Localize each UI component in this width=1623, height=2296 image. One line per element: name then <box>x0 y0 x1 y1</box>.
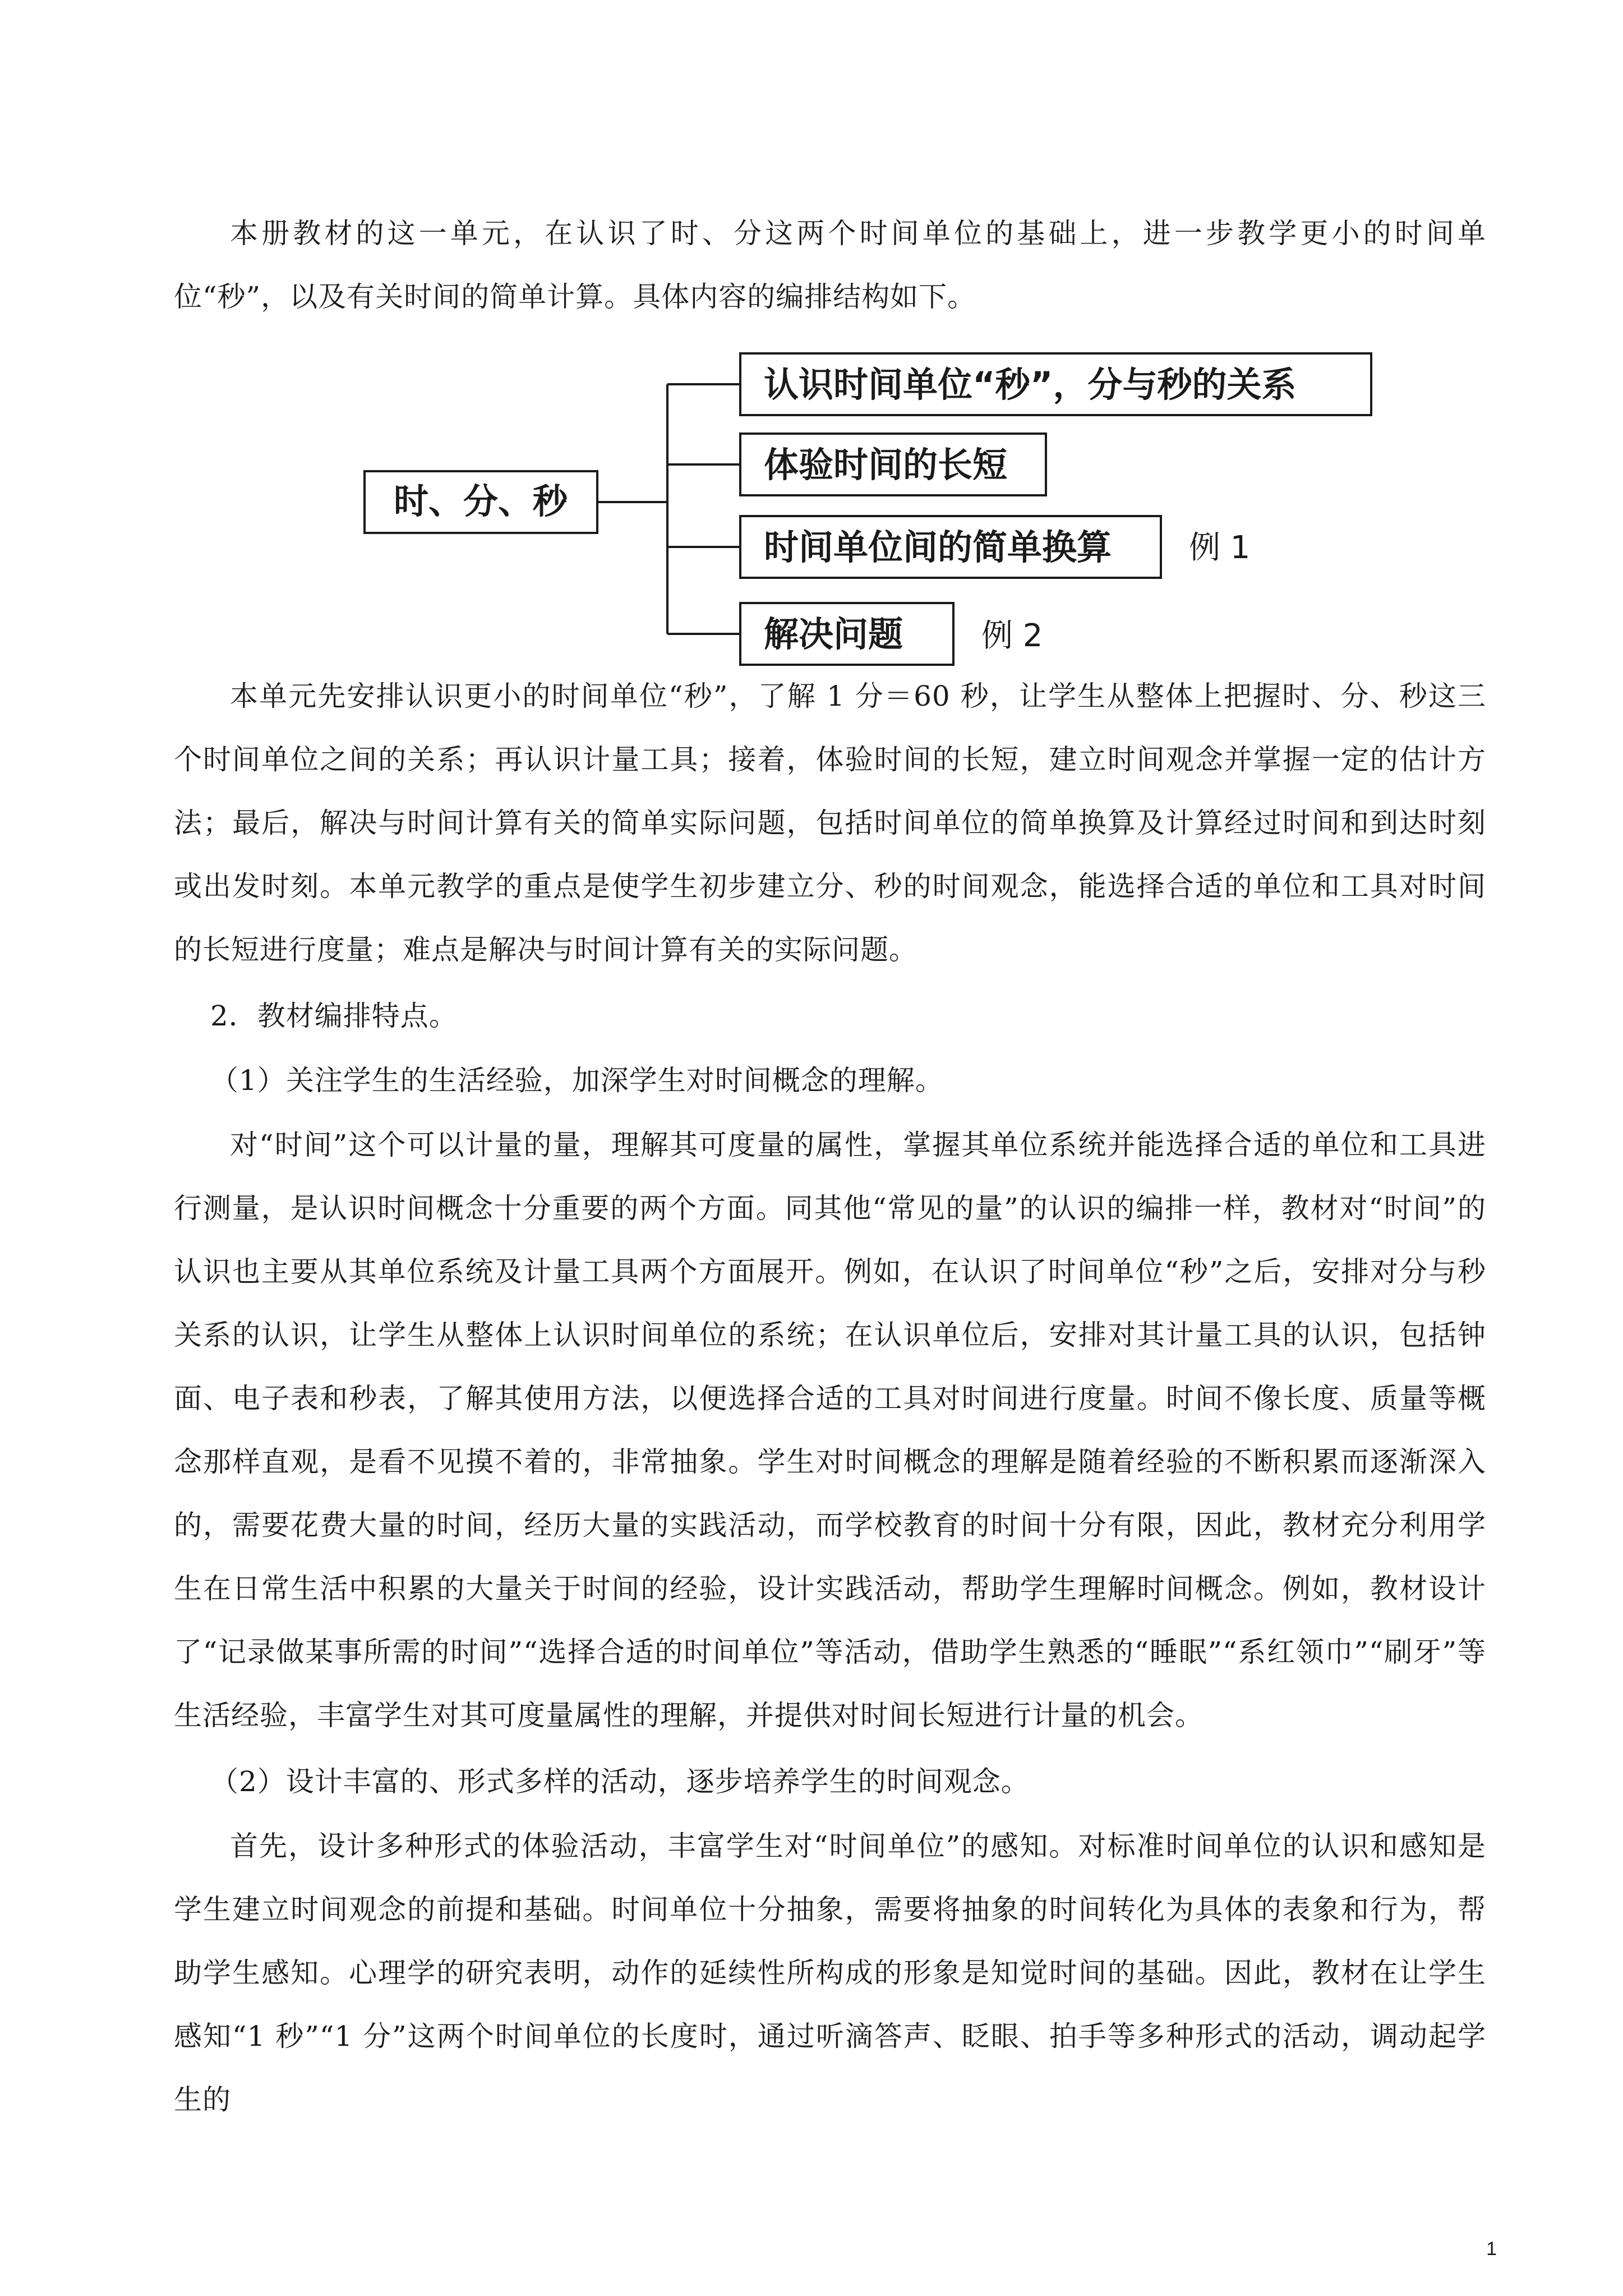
page-number: 1 <box>1486 2238 1497 2260</box>
branch-label-2: 体验时间的长短 <box>764 444 1008 485</box>
branch-label-1: 认识时间单位“秒”，分与秒的关系 <box>764 364 1297 405</box>
branch-example-3: 例 1 <box>1189 530 1251 566</box>
branch-example-4: 例 2 <box>981 618 1043 654</box>
subheading-1: （1）关注学生的生活经验，加深学生对时间概念的理解。 <box>210 1064 944 1097</box>
body-paragraph-1: 本单元先安排认识更小的时间单位“秒”，了解 1 分＝60 秒，让学生从整体上把握时、分、秒这三个时间单位之间的关系；再认识计量工具；接着，体验时间的长短，建立时间观念并掌握一定的估计方法；最后，解决与时间计算有关的简单实际问题，包括时间单位的简单换算及计算经过时间和到达时刻或出发时刻。本单元教学的重点是使学生初步建立分、秒的时间观念，能选择合适的单位和工具对时间的长短进行度量；难点是解决与时间计算有关的实际问题。 <box>174 680 1486 966</box>
body-paragraph-3: 首先，设计多种形式的体验活动，丰富学生对“时间单位”的感知。对标准时间单位的认识和感知是学生建立时间观念的前提和基础。时间单位十分抽象，需要将抽象的时间转化为具体的表象和行为，帮助学生感知。心理学的研究表明，动作的延续性所构成的形象是知觉时间的基础。因此，教材在让学生感知“1 秒”“1 分”这两个时间单位的长度时，通过听滴答声、眨眼、拍手等多种形式的活动，调动起学生的 <box>174 1830 1486 2116</box>
section-heading: 2．教材编排特点。 <box>210 1000 458 1032</box>
root-label: 时、分、秒 <box>393 481 568 522</box>
body-paragraph-2: 对“时间”这个可以计量的量，理解其可度量的属性，掌握其单位系统并能选择合适的单位和工具进行测量，是认识时间概念十分重要的两个方面。同其他“常见的量”的认识的编排一样，教材对“时间”的认识也主要从其单位系统及计量工具两个方面展开。例如，在认识了时间单位“秒”之后，安排对分与秒关系的认识，让学生从整体上认识时间单位的系统；在认识单位后，安排对其计量工具的认识，包括钟面、电子表和秒表，了解其使用方法，以便选择合适的工具对时间进行度量。时间不像长度、质量等概念那样直观，是看不见摸不着的，非常抽象。学生对时间概念的理解是随着经验的不断积累而逐渐深入的，需要花费大量的时间，经历大量的实践活动，而学校教育的时间十分有限，因此，教材充分利用学生在日常生活中积累的大量关于时间的经验，设计实践活动，帮助学生理解时间概念。例如，教材设计了“记录做某事所需的时间”“选择合适的时间单位”等活动，借助学生熟悉的“睡眠”“系红领巾”“刷牙”等生活经验，丰富学生对其可度量属性的理解，并提供对时间长短进行计量的机会。 <box>174 1129 1486 1732</box>
structure-diagram <box>359 337 1402 673</box>
intro-paragraph: 本册教材的这一单元，在认识了时、分这两个时间单位的基础上，进一步教学更小的时间单位“秒”，以及有关时间的简单计算。具体内容的编排结构如下。 <box>174 217 1486 313</box>
branch-label-3: 时间单位间的简单换算 <box>764 527 1112 568</box>
branch-label-4: 解决问题 <box>764 614 903 655</box>
subheading-2: （2）设计丰富的、形式多样的活动，逐步培养学生的时间观念。 <box>210 1765 1030 1798</box>
